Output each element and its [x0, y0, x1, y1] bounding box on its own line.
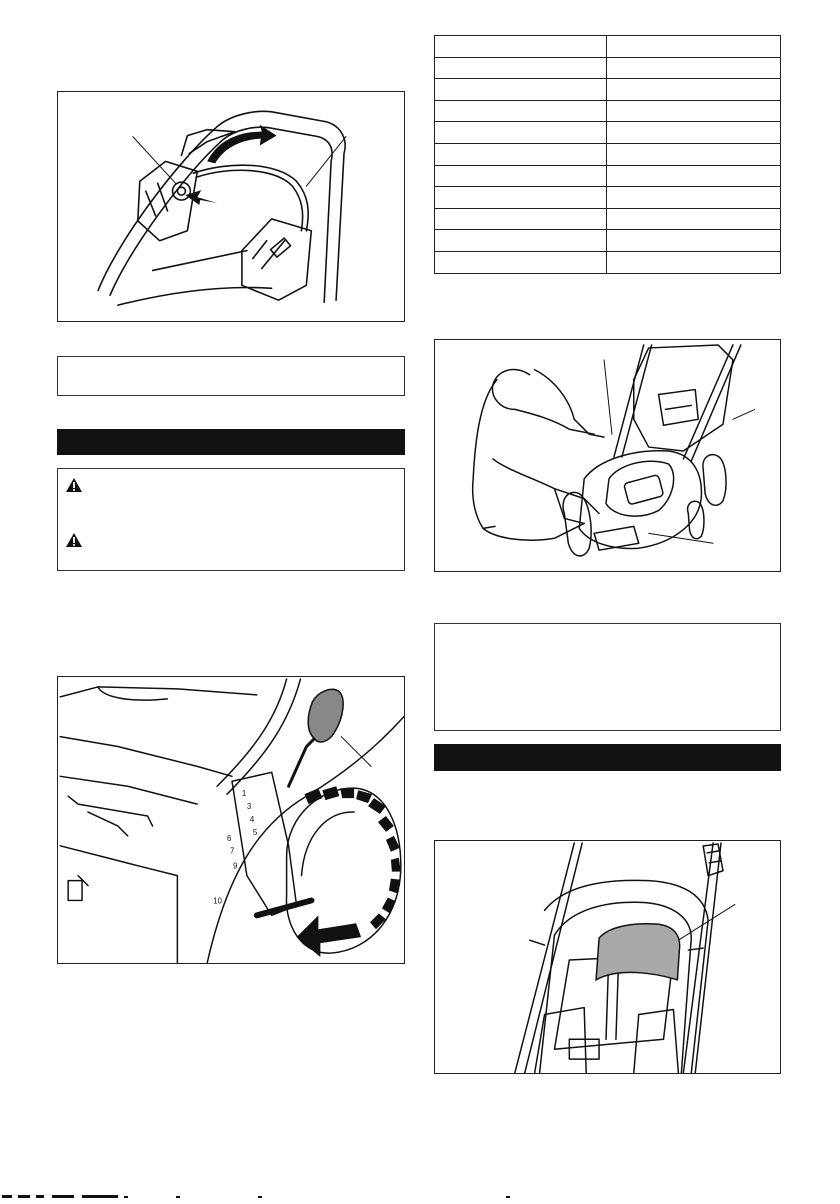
svg-text:4: 4 — [249, 814, 255, 824]
svg-text:9: 9 — [232, 861, 238, 871]
table-row — [435, 36, 781, 58]
svg-text:6: 6 — [227, 833, 232, 843]
table-cell — [606, 36, 781, 58]
table-row — [435, 79, 781, 101]
table-cell — [435, 100, 607, 122]
table-cell — [606, 230, 781, 252]
spec-table — [434, 35, 781, 271]
table-row — [435, 208, 781, 230]
footer-fragment — [0, 1193, 840, 1199]
table-cell — [606, 143, 781, 165]
table-cell — [606, 122, 781, 144]
figure-handle-switch — [57, 91, 405, 322]
table-cell — [606, 79, 781, 101]
table-row — [435, 100, 781, 122]
table-row — [435, 187, 781, 209]
warning-box — [57, 468, 405, 571]
mower-operator-illustration — [435, 340, 780, 571]
table-cell — [435, 122, 607, 144]
grass-box-flap-illustration — [435, 841, 780, 1073]
figure-grass-box-flap — [434, 840, 781, 1074]
table-cell — [606, 187, 781, 209]
figure-height-lever — [57, 676, 405, 964]
note-box — [57, 356, 405, 396]
handle-switch-illustration — [58, 92, 404, 321]
warning-triangle-icon — [65, 477, 83, 493]
svg-text:7: 7 — [230, 846, 235, 856]
table-row — [435, 230, 781, 252]
table-cell — [435, 57, 607, 79]
table-cell — [435, 36, 607, 58]
table-cell — [435, 79, 607, 101]
table-cell — [435, 230, 607, 252]
table-row — [435, 165, 781, 187]
cropped-footer-strip — [0, 1186, 840, 1192]
figure-mower-operator — [434, 339, 781, 572]
note-box — [434, 623, 781, 731]
height-lever-illustration — [58, 677, 404, 963]
svg-text:3: 3 — [246, 802, 252, 812]
table-row — [435, 143, 781, 165]
svg-text:1: 1 — [241, 789, 247, 799]
table-cell — [606, 251, 781, 273]
table-cell — [435, 251, 607, 273]
table-cell — [606, 57, 781, 79]
section-header-bar — [57, 429, 405, 455]
table-cell — [606, 165, 781, 187]
table-cell — [435, 208, 607, 230]
table-cell — [606, 208, 781, 230]
table-row — [435, 57, 781, 79]
table-cell — [435, 165, 607, 187]
warning-triangle-icon — [65, 532, 83, 548]
table-cell — [435, 143, 607, 165]
table-row — [435, 122, 781, 144]
section-header-bar — [434, 744, 781, 771]
table-row — [435, 251, 781, 273]
svg-text:5: 5 — [252, 827, 258, 837]
svg-text:10: 10 — [213, 896, 222, 906]
table-cell — [606, 100, 781, 122]
table-cell — [435, 187, 607, 209]
